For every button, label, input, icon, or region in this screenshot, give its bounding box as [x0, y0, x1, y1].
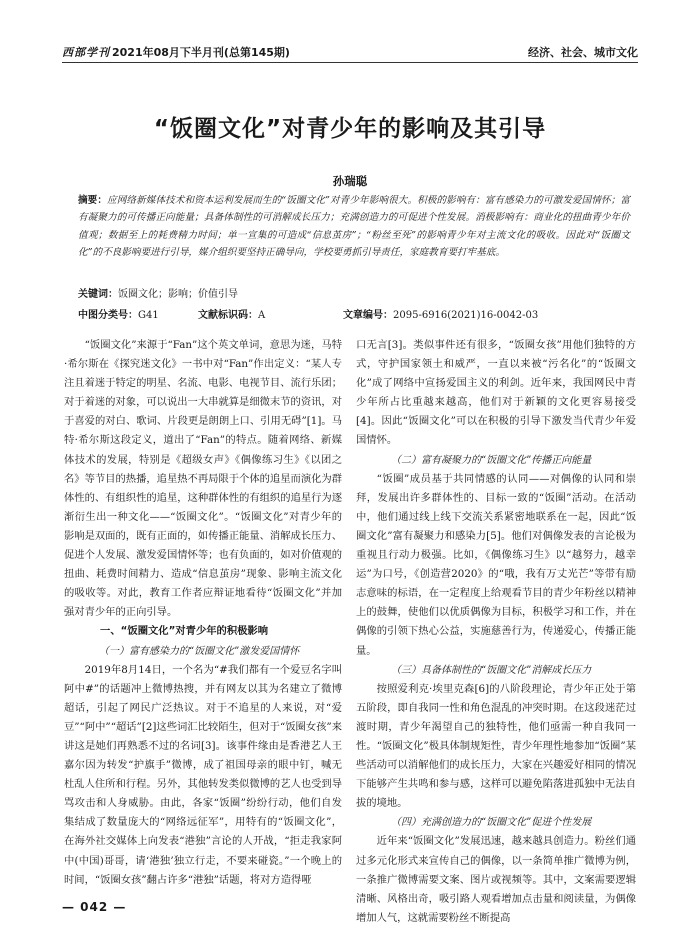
- subsection-heading: （一）富有感染力的“饭圈文化”激发爱国情怀: [99, 645, 300, 657]
- issue-info: 2021年08月下半月刊(总第145期): [112, 46, 290, 59]
- classification-codes: [78, 306, 630, 321]
- subsection-heading: （四）充满创造力的“饭圈文化”促进个性发展: [391, 817, 592, 829]
- running-header: [62, 42, 638, 63]
- article-value: 2095-6916(2021)16-0042-03: [393, 310, 539, 321]
- page-number: — 042 —: [62, 900, 127, 914]
- article-number: [343, 306, 538, 321]
- keywords-text: 饭圈文化；影响；价值引导: [118, 289, 238, 300]
- journal-logo: 西部学刊: [62, 46, 110, 59]
- subsection-heading: （三）具备体制性的“饭圈文化”消解成长压力: [391, 664, 592, 676]
- abstract: [78, 192, 630, 261]
- body-column-right: [356, 336, 636, 928]
- header-left: [62, 44, 290, 62]
- keywords: [78, 288, 238, 302]
- article-label: 文章编号：: [343, 310, 393, 321]
- keywords-label: 关键词：: [78, 289, 118, 300]
- paragraph: “饭圈”成员基于共同情感的认同——对偶像的认同和崇拜，发展出许多群体性的、目标一致的“饭圈”活动。在活动中，他们通过线上线下交流关系紧密地联系在一起，因此“饭圈文化”富有凝聚力和感染力[5]。他们对偶像发表的言论极为重视且行动力极强。比如，《偶像练习生》以“越努力，越幸运”为口号，《创造营2020》的“哦，我有万丈光芒”等带有励志意味的标语，在一定程度上给观看节目的青少年粉丝以精神上的鼓舞，使他们以优质偶像为目标，积极学习和工作，并在偶像的引领下热心公益，实施慈善行为，传递爱心，传播正能量。: [356, 472, 636, 657]
- article-title: “饭圈文化”对青少年的影响及其引导: [153, 116, 547, 142]
- abstract-label: 摘要：: [78, 195, 108, 206]
- body-column-left: [64, 336, 342, 890]
- paragraph: “饭圈文化”来源于“Fan”这个英文单词，意思为迷，马特·希尔斯在《探究迷文化》一书中对“Fan”作出定义：“某人专注且着迷于特定的明星、名流、电影、电视节目、流行乐团；对于着迷的对象，可以说出一大串就算是细微末节的资讯，对于喜爱的对白、歌词、片段更是朗朗上口、引用无碍”[1]。马特·希尔斯这段定义，道出了“Fan”的特点。随着网络、新媒体技术的发展，特别是《超级女声》《偶像练习生》《以团之名》等节目的热播，追星热不再局限于个体的追星而演化为群体性的、有组织性的追星，这种群体性的有组织的追星行为逐渐衍生出一种文化——“饭圈文化”。“饭圈文化”对青少年的影响是双面的，既有正面的，如传播正能量、消解成长压力、促进个人发展、激发爱国情怀等；也有负面的，如对价值观的扭曲、耗费时间精力、造成“信息茧房”现象、影响主流文化的吸收等。对此，教育工作者应辩证地看待“饭圈文化”并加强对青少年的正向引导。: [64, 339, 343, 619]
- doc-label: 文献标识码：: [198, 310, 258, 321]
- section-heading: 一、“饭圈文化”对青少年的积极影响: [100, 625, 269, 638]
- section-name: 经济、社会、城市文化: [528, 46, 638, 59]
- doc-value: A: [258, 310, 266, 321]
- doc-code: [198, 306, 343, 321]
- paragraph: 口无言[3]。类似事件还有很多，“饭圈女孩”用他们独特的方式，守护国家领土和威严，一直以来被“污名化”的“饭圈文化”成了网络中宣扬爱国主义的利剑。近年来，我国网民中青少年所占比重越来越高，他们对于新颖的文化更容易接受[4]。因此“饭圈文化”可以在积极的引导下激发当代青少年爱国情怀。: [356, 339, 636, 447]
- clc-value: G41: [138, 310, 159, 321]
- clc-label: 中图分类号：: [78, 310, 138, 321]
- abstract-text: 应网络新媒体技术和资本运利发展而生的“饭圈文化”对青少年影响很大。积极的影响有：富有感染力的可激发爱国情怀；富有凝聚力的可传播正向能量；具备体制性的可消解成长压力；充满创造力的可促进个性发展。消极影响有：商业化的扭曲青少年价值观；数据至上的耗费精力时间；单一宣集的可造成“信息茧房”；“粉丝至死”的影响青少年对主流文化的吸收。因此对“饭圈文化”的不良影响要进行引导，媒介组织要坚持正确导向，学校要勇抓引导责任，家庭教育要打牢基底。: [78, 195, 631, 258]
- clc-code: [78, 306, 198, 321]
- subsection-heading: （二）富有凝聚力的“饭圈文化”传播正向能量: [391, 454, 592, 466]
- author-name: 孙瑞聪: [332, 174, 368, 188]
- paragraph: 近年来“饭圈文化”发展迅速，越来越具创造力。粉丝们通过多元化形式来宣传自己的偶像，以一条简单推广微博为例，一条推广微博需要文案、图片或视频等。其中，文案需要逻辑清晰、风格出奇，吸引路人观看增加点击量和阅读量，为偶像增加人气，这就需要粉丝不断提高: [356, 835, 636, 924]
- paragraph: 2019年8月14日，一个名为“#我们都有一个爱豆名字叫阿中#”的话题冲上微博热搜，并有网友以其为名建立了微博超话，引起了网民广泛热议。对于不追星的人来说，对“爱豆”“阿中”“超话”[2]这些词汇比较陌生，但对于“饭圈女孩”来讲这是她们再熟悉不过的名词[3]。该事件缘由是香港艺人王嘉尔因为转发“护旗手”微博，成了祖国母亲的眼中钉，喊无杜乱人住所和行程。另外，其他转发类似微博的艺人也受到导骂攻击和人身威胁。由此，各家“饭圈”纷纷行动，他们自发集结成了数量庞大的“网络远征军”，用特有的“饭圈文化”，在海外社交媒体上向发表“港独”言论的人开战，“拒走我家阿中(中国)哥哥，请‘港独’独立行走，不要来碰瓷。”一个晚上的时间，“饭圈女孩”翻占许多“港独”话题，将对方造得哑: [64, 663, 343, 886]
- paragraph: 按照爱利克·埃里克森[6]的八阶段理论，青少年正处于第五阶段，即自我同一性和角色混乱的冲突时期。在这段迷茫过渡时期，青少年渴望自己的独特性，他们亟需一种自我同一性。“饭圈文化”极具体制规矩性，青少年理性地参加“饭圈”某些活动可以消解他们的成长压力，大家在兴趣爱好相同的情况下能够产生共鸣和参与感，这样可以避免陷落进孤独中无法自拔的境地。: [356, 682, 636, 810]
